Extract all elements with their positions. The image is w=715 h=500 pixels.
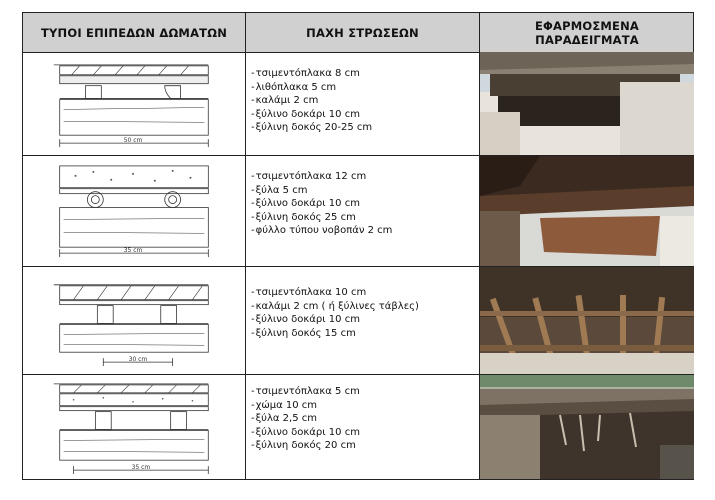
list-item: - τσιμεντόπλακα 5 cm: [251, 385, 360, 399]
example-photo: [480, 156, 694, 266]
dimension-label: 35 cm: [123, 247, 143, 255]
list-item: - ξύλινο δοκάρι 10 cm: [251, 197, 392, 211]
example-photo: [480, 375, 694, 479]
list-item: - ξύλινο δοκάρι 10 cm: [251, 313, 419, 327]
table-row: [23, 156, 693, 267]
layers-list: [251, 385, 360, 453]
dimension-label: 30 cm: [128, 356, 148, 364]
layers-list: [251, 170, 392, 238]
list-item: - ξύλα 5 cm: [251, 184, 392, 198]
header-examples-line2: ΠΑΡΑΔΕΙΓΜΑΤΑ: [535, 32, 639, 47]
layers-list: [251, 286, 419, 340]
list-item: - ξύλινη δοκός 15 cm: [251, 327, 419, 341]
dimension-label: 50 cm: [123, 137, 143, 145]
roof-section-sketch: [23, 52, 245, 155]
list-item: - ξύλινο δοκάρι 10 cm: [251, 426, 360, 440]
list-item: - ξύλινη δοκός 25 cm: [251, 211, 392, 225]
example-photo: [480, 267, 694, 374]
header-types: ΤΥΠΟΙ ΕΠΙΠΕΔΩΝ ΔΩΜΑΤΩΝ: [40, 25, 228, 40]
list-item: - ξύλινη δοκός 20-25 cm: [251, 121, 372, 135]
list-item: - τσιμεντόπλακα 8 cm: [251, 67, 372, 81]
list-item: - χώμα 10 cm: [251, 399, 360, 413]
column-divider: [479, 13, 480, 479]
list-item: - φύλλο τύπου νοβοπάν 2 cm: [251, 224, 392, 238]
table-row: [23, 52, 693, 156]
list-item: - καλάμι 2 cm: [251, 94, 372, 108]
example-photo: [480, 52, 694, 155]
column-divider: [245, 13, 246, 479]
list-item: - τσιμεντόπλακα 10 cm: [251, 286, 419, 300]
list-item: - ξύλινη δοκός 20 cm: [251, 439, 360, 453]
list-item: - καλάμι 2 cm ( ή ξύλινες τάβλες): [251, 300, 419, 314]
table-row: [23, 375, 693, 480]
roof-types-table: [22, 12, 694, 480]
header-examples-line1: ΕΦΑΡΜΟΣΜΕΝΑ: [534, 18, 640, 33]
roof-section-sketch: [23, 375, 245, 479]
layers-list: [251, 67, 372, 135]
roof-section-sketch: [23, 267, 245, 374]
header-thickness: ΠΑΧΗ ΣΤΡΩΣΕΩΝ: [306, 25, 419, 40]
list-item: - λιθόπλακα 5 cm: [251, 81, 372, 95]
table-header: [23, 13, 693, 53]
dimension-label: 35 cm: [131, 464, 151, 472]
list-item: - ξύλα 2,5 cm: [251, 412, 360, 426]
table-row: [23, 267, 693, 375]
list-item: - τσιμεντόπλακα 12 cm: [251, 170, 392, 184]
list-item: - ξύλινο δοκάρι 10 cm: [251, 108, 372, 122]
roof-section-sketch: [23, 156, 245, 266]
header-examples: [480, 13, 694, 52]
